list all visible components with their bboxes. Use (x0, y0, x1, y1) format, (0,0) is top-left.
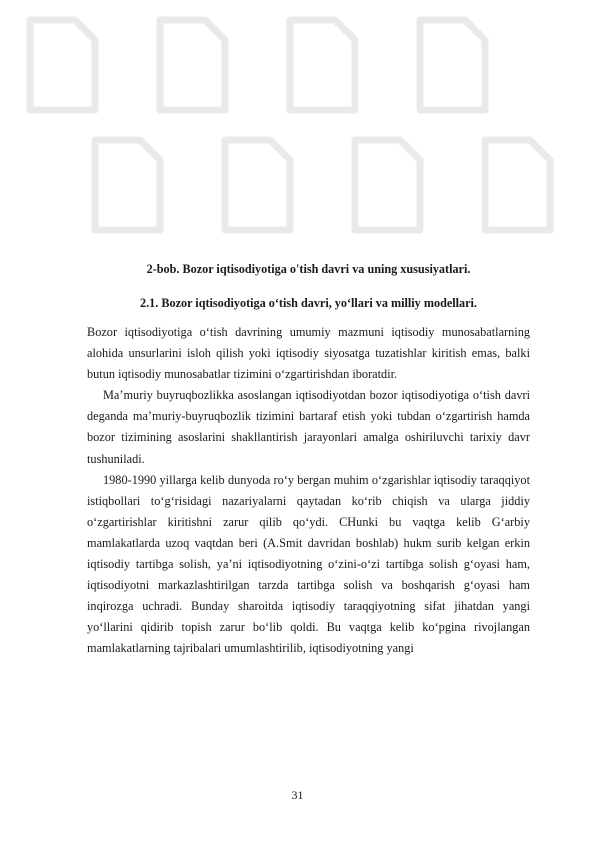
paragraph-1: Bozor iqtisodiyotiga o‘tish davrining umumiy mazmuni iqtisodiy munosabatlarning alohida unsurlarini isloh qilish yoki iqtisodiy siyosatga tuzatishlar kiritish emas, balki butun iqtisodiy munosabatlar tizimini o‘zgartirishdan iboratdir. (87, 325, 530, 382)
paragraph-2: Ma’muriy buyruqbozlikka asoslangan iqtisodiyotdan bozor iqtisodiyotiga o‘tish davri deganda ma’muriy-buyruqbozlik tizimini bartaraf etish yoki tubdan o‘zgartirish hamda bozor tizimining asoslarini shakllantirish jarayonlari amalga oshiriluvchi tarixiy davr tushuniladi. (87, 388, 530, 466)
page-number: 31 (291, 788, 304, 802)
document-body (87, 258, 530, 660)
paragraph-3: 1980-1990 yillarga kelib dunyoda ro‘y bergan muhim o‘zgarishlar iqtisodiy taraqqiyot istiqbollari to‘g‘risidagi nazariyalarni qaytadan ko‘rib chiqish va ularga jiddiy o‘zgartirishlar kiritishni zarur qilib qo‘ydi. CHunki bu vaqtga kelib G‘arbiy mamlakatlarda uzoq vaqtdan beri (A.Smit davridan boshlab) hukm surib kelgan erkin iqtisodiy tartibga solish, ya’ni iqtisodiyotning o‘zini-o‘zi tartibga solish g‘oyasi ham, iqtisodiyotni markazlashtirilgan tarzda tartibga solish va boshqarish g‘oyasi ham inqirozga uchradi. Bunday sharoitda iqtisodiy taraqqiyotning sifat jihatdan yangi yo‘llarini qidirib topish zarur bo‘lib qoldi. Bu vaqtga kelib ko‘pgina rivojlangan mamlakatlarning tajribalari umumlashtirilib, iqtisodiyotning yangi (87, 472, 530, 656)
chapter-title: 2-bob. Bozor iqtisodiyotiga o'tish davri va uning xususiyatlari. (146, 262, 471, 276)
section-title: 2.1. Bozor iqtisodiyotiga o‘tish davri, yo‘llari va milliy modellari. (140, 296, 477, 310)
